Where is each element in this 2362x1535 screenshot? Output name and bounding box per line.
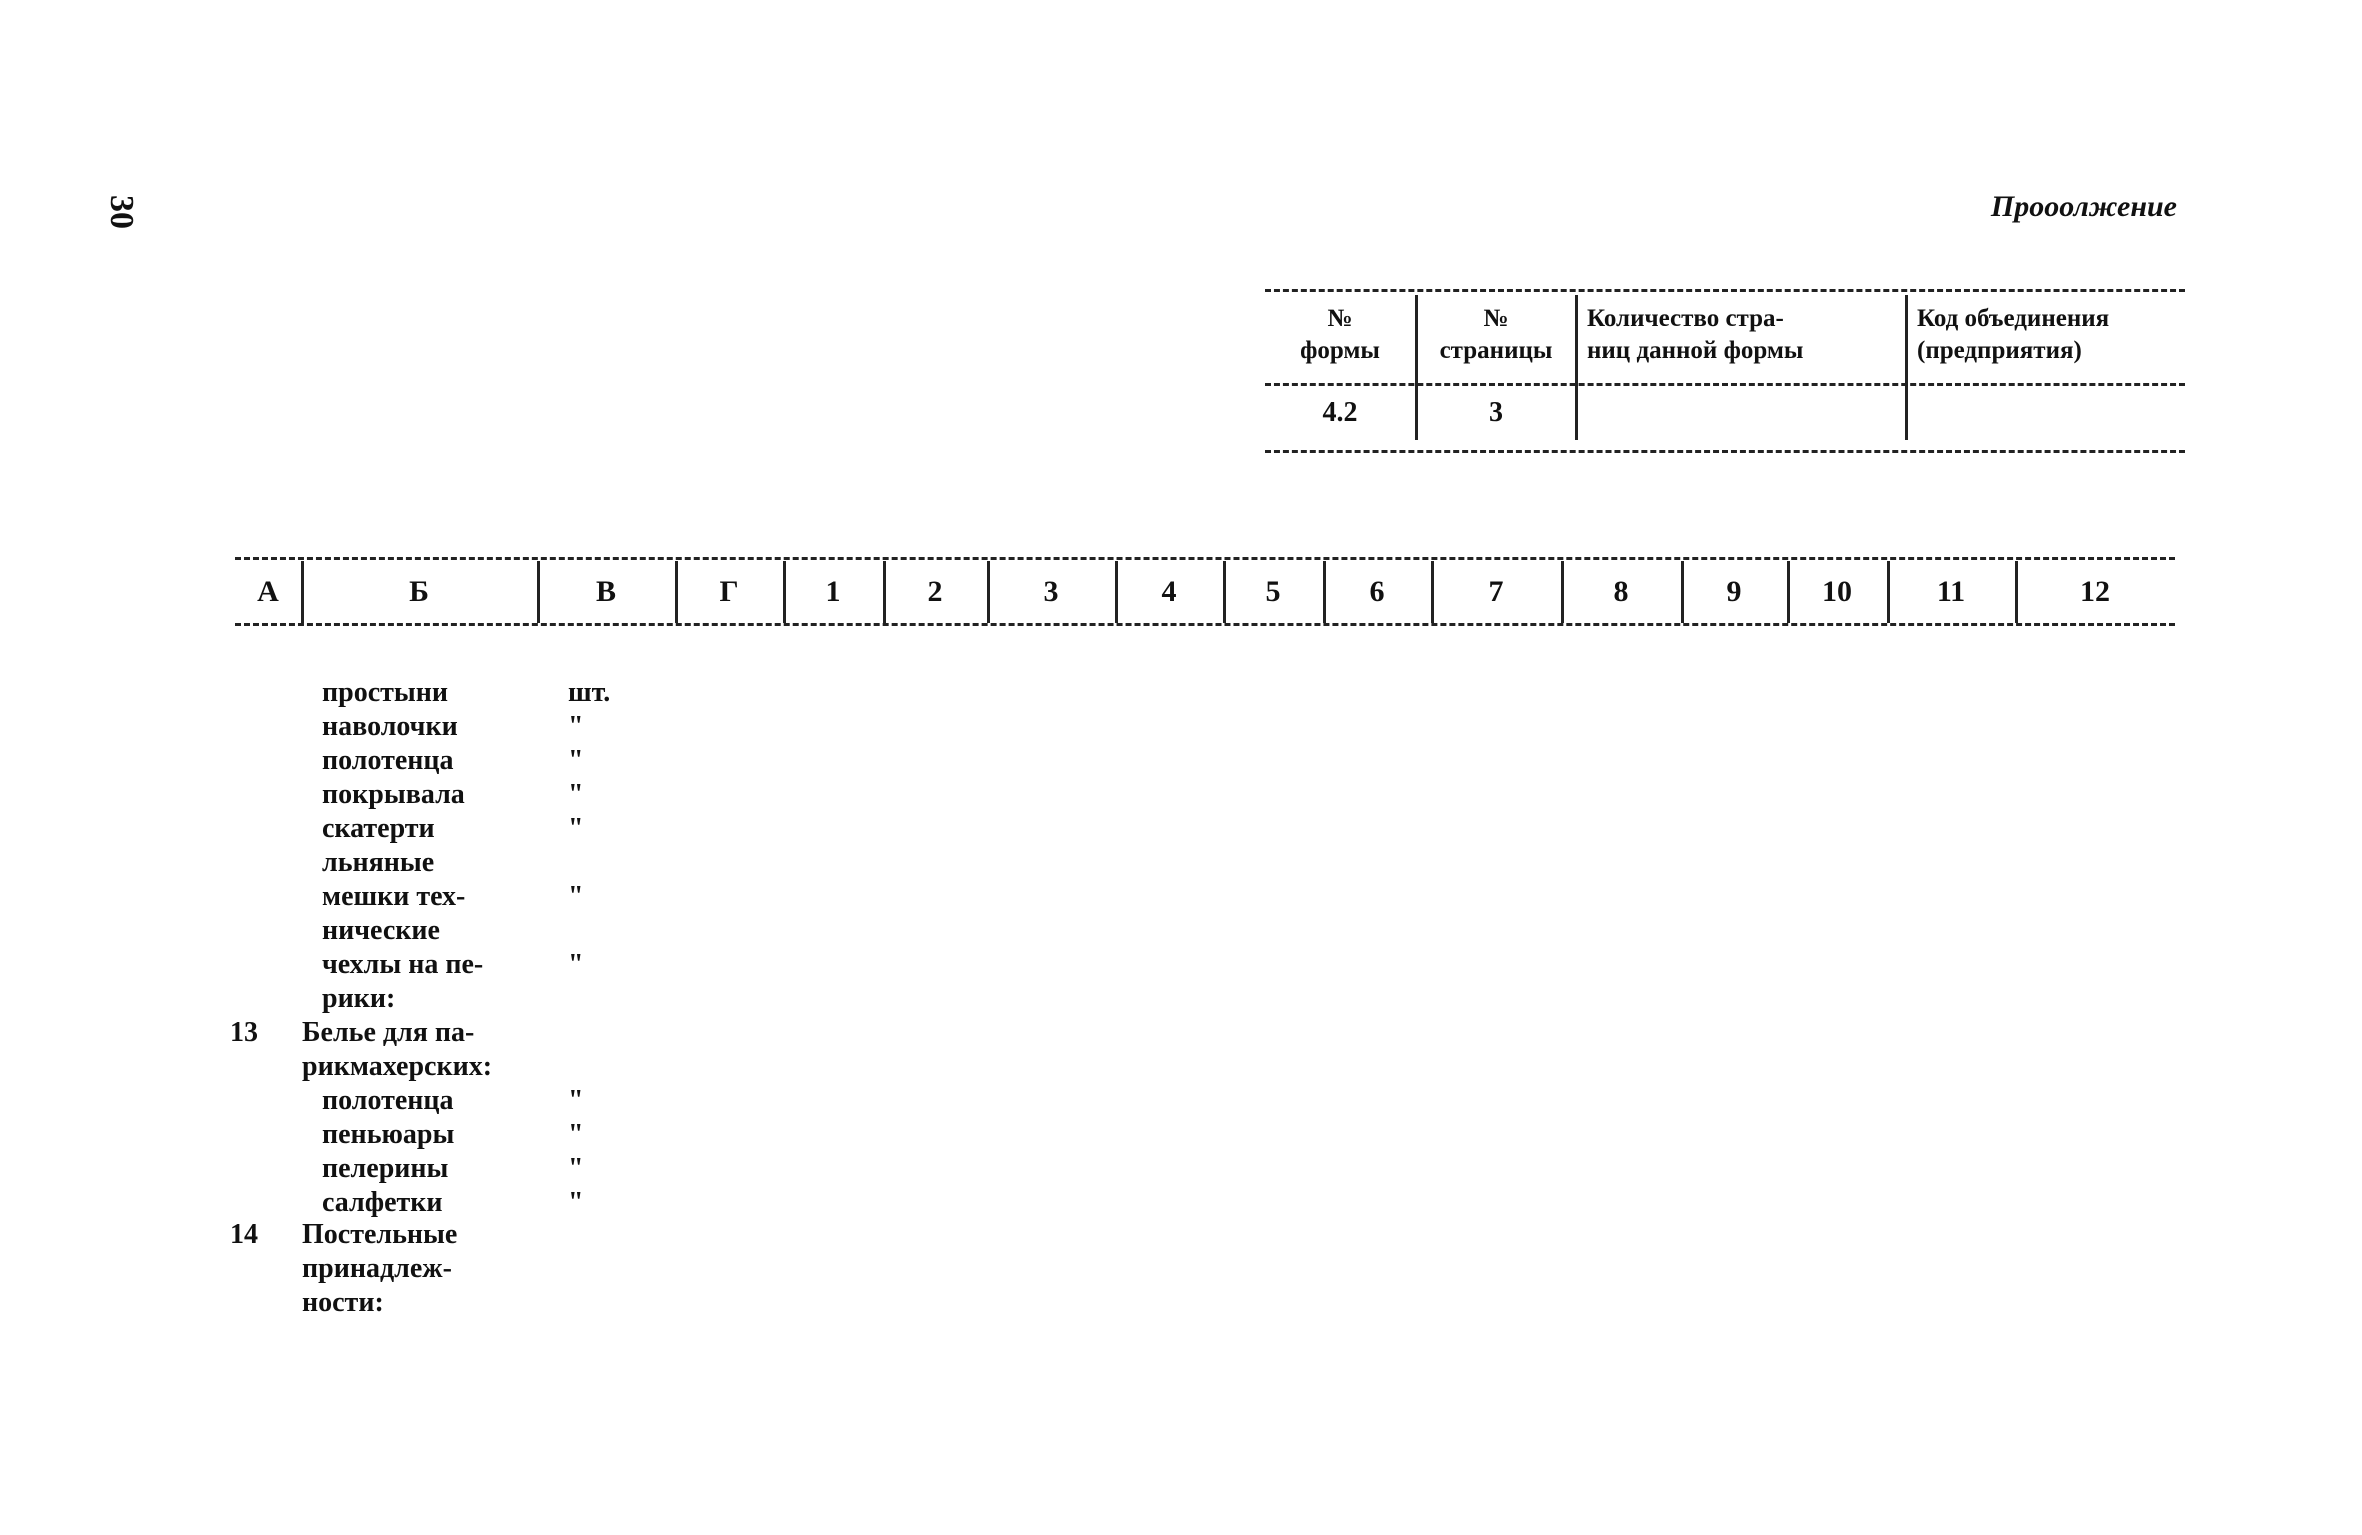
table-row [230, 1152, 930, 1186]
column-header: 4 [1161, 575, 1177, 608]
column-header: 3 [1043, 575, 1059, 608]
unit-of-measure: " [568, 1119, 584, 1150]
column-header: Г [719, 575, 739, 608]
column-header: 12 [2080, 575, 2110, 608]
table-row [230, 1286, 930, 1320]
row-number: 13 [230, 1017, 258, 1048]
column-header: 9 [1726, 575, 1742, 608]
table-row [230, 1118, 930, 1152]
unit-of-measure: " [568, 779, 584, 810]
item-name: мешки тех- [322, 881, 466, 912]
row-number: 14 [230, 1219, 258, 1250]
table-row [230, 744, 930, 778]
table-row [230, 982, 930, 1016]
column-header: 11 [1936, 575, 1966, 608]
table-row [230, 1050, 930, 1084]
table-row [230, 914, 930, 948]
item-name: чехлы на пе- [322, 949, 484, 980]
column-header: 5 [1265, 575, 1281, 608]
unit-of-measure: " [568, 881, 584, 912]
item-name: полотенца [322, 1085, 454, 1116]
column-header: 2 [927, 575, 943, 608]
column-header: 6 [1369, 575, 1385, 608]
item-name: рики: [322, 983, 396, 1014]
item-name: скатерти [322, 813, 435, 844]
column-header: В [595, 575, 616, 608]
item-name: Постельные [302, 1219, 458, 1250]
table-row [230, 1218, 930, 1252]
item-name: пелерины [322, 1153, 449, 1184]
item-name: принадлеж- [302, 1253, 452, 1284]
column-header: 8 [1613, 575, 1629, 608]
item-name: пеньюары [322, 1119, 455, 1150]
header-page-number: № страницы [1439, 305, 1553, 364]
column-header: Б [409, 575, 429, 608]
table-row [230, 1186, 930, 1220]
table-row [230, 1084, 930, 1118]
column-header: А [257, 575, 279, 608]
table-row [230, 676, 930, 710]
item-name: рикмахерских: [302, 1051, 493, 1082]
page-number: 30 [103, 195, 140, 229]
table-row [230, 846, 930, 880]
table-row [230, 778, 930, 812]
unit-of-measure: " [568, 711, 584, 742]
unit-of-measure: шт. [568, 677, 611, 708]
item-name: Белье для па- [302, 1017, 475, 1048]
form-info-table [1265, 285, 2185, 455]
column-header: 10 [1822, 575, 1852, 608]
unit-of-measure: " [568, 1153, 584, 1184]
table-row [230, 880, 930, 914]
item-name: простыни [322, 677, 449, 708]
column-header-row [235, 555, 2175, 627]
item-name: ности: [302, 1287, 384, 1318]
unit-of-measure: " [568, 949, 584, 980]
table-row [230, 948, 930, 982]
table-row [230, 812, 930, 846]
continuation-label: Прооолжение [1990, 190, 2177, 223]
header-form-number: № формы [1300, 305, 1380, 364]
item-name: льняные [322, 847, 435, 878]
unit-of-measure: " [568, 813, 584, 844]
item-name: салфетки [322, 1187, 443, 1218]
item-name: полотенца [322, 745, 454, 776]
column-header: 1 [825, 575, 841, 608]
value-page-number: 3 [1489, 397, 1503, 428]
value-form-number: 4.2 [1322, 397, 1358, 428]
table-row [230, 710, 930, 744]
item-name: покрывала [322, 779, 465, 810]
column-header: 7 [1488, 575, 1504, 608]
header-org-code: Код объединения (предприятия) [1917, 305, 2110, 364]
table-row [230, 1252, 930, 1286]
unit-of-measure: " [568, 745, 584, 776]
item-name: наволочки [322, 711, 458, 742]
unit-of-measure: " [568, 1187, 584, 1218]
unit-of-measure: " [568, 1085, 584, 1116]
table-row [230, 1016, 930, 1050]
item-name: нические [322, 915, 440, 946]
header-page-count: Количество стра- ниц данной формы [1587, 305, 1804, 364]
